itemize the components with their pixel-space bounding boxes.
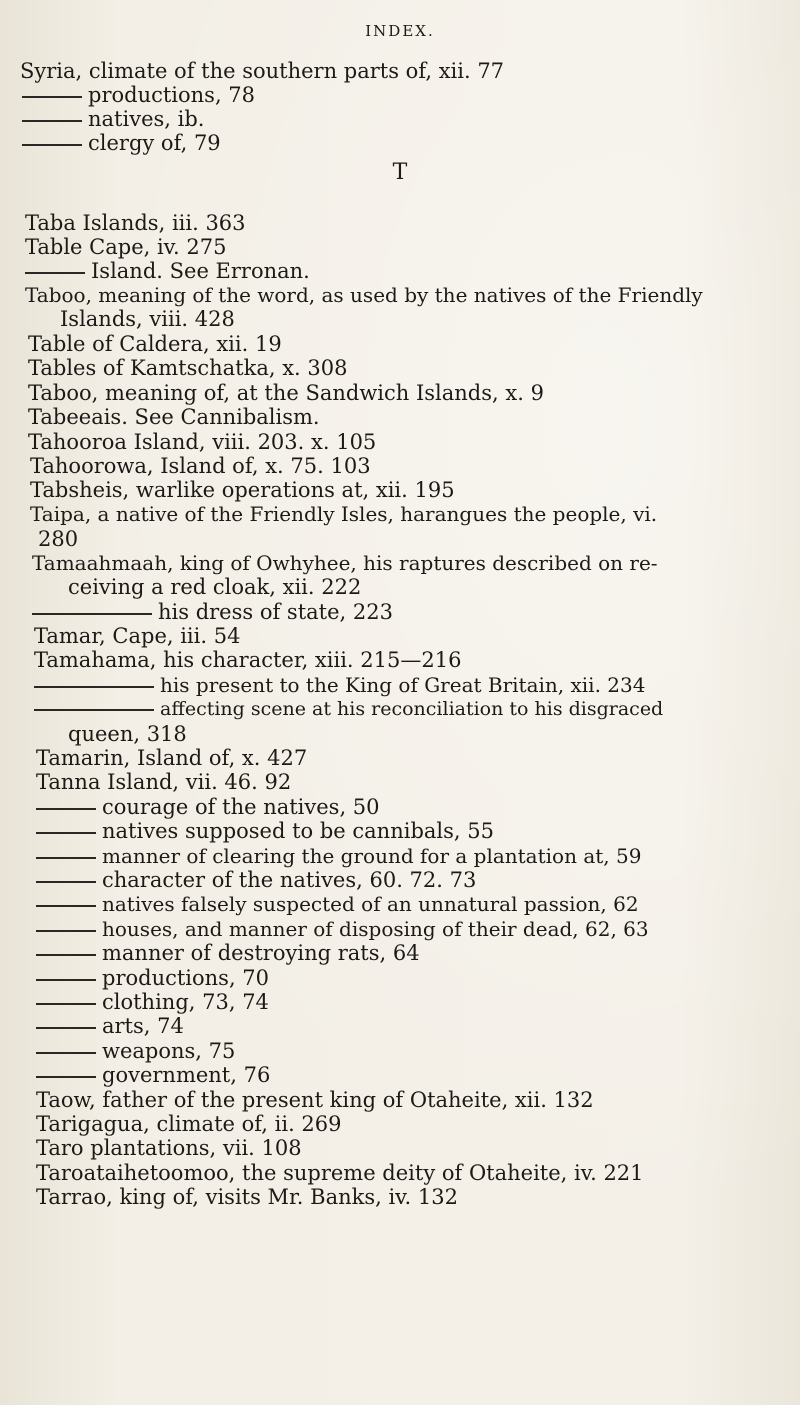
ditto-dash [34, 709, 154, 711]
index-entry-continuation: 280 [38, 527, 79, 551]
index-subentry: clothing, 73, 74 [36, 989, 269, 1015]
index-subentry: natives, ib. [22, 106, 204, 132]
index-subentry: weapons, 75 [36, 1038, 235, 1064]
index-entry: Table Cape, iv. 275 [25, 235, 227, 259]
index-entry: Tabsheis, warlike operations at, xii. 195 [30, 478, 455, 502]
index-entry: Tamaahmaah, king of Owhyhee, his raptures described on re- [32, 551, 658, 575]
index-entry: Taow, father of the present king of Otaheite, xii. 132 [36, 1088, 594, 1112]
ditto-dash [25, 272, 85, 274]
ditto-dash [36, 979, 96, 981]
index-subentry: government, 76 [36, 1062, 270, 1088]
index-subentry: natives falsely suspected of an unnatural passion, 62 [36, 891, 639, 917]
ditto-dash [36, 832, 96, 834]
index-entry: Taboo, meaning of the word, as used by the natives of the Friendly [25, 283, 703, 307]
index-subentry: productions, 78 [22, 82, 255, 108]
ditto-dash [36, 881, 96, 883]
ditto-dash [34, 686, 154, 688]
index-entry: Tamar, Cape, iii. 54 [34, 624, 241, 648]
ditto-dash [36, 1076, 96, 1078]
ditto-dash [36, 808, 96, 810]
index-subentry: manner of clearing the ground for a plantation at, 59 [36, 843, 641, 869]
ditto-dash [22, 120, 82, 122]
section-letter: T [392, 160, 408, 185]
index-subentry: manner of destroying rats, 64 [36, 940, 420, 966]
index-subentry: Island. See Erronan. [25, 258, 310, 284]
index-subentry: houses, and manner of disposing of their dead, 62, 63 [36, 916, 649, 942]
index-subentry: clergy of, 79 [22, 130, 221, 156]
ditto-dash [36, 857, 96, 859]
index-entry-continuation: Islands, viii. 428 [60, 307, 235, 331]
index-entry: Syria, climate of the southern parts of, xii. 77 [20, 59, 505, 83]
index-subentry: character of the natives, 60. 72. 73 [36, 867, 476, 893]
index-subentry: courage of the natives, 50 [36, 794, 380, 820]
index-entry: Tanna Island, vii. 46. 92 [36, 770, 292, 794]
ditto-dash [36, 1052, 96, 1054]
index-entry: Tahoorowa, Island of, x. 75. 103 [30, 454, 371, 478]
index-entry: Tahooroa Island, viii. 203. x. 105 [28, 430, 377, 454]
index-subentry: natives supposed to be cannibals, 55 [36, 818, 494, 844]
index-entry: Tabeeais. See Cannibalism. [28, 405, 320, 429]
ditto-dash [22, 144, 82, 146]
page-header: INDEX. [365, 22, 435, 40]
index-entry: Taipa, a native of the Friendly Isles, harangues the people, vi. [30, 502, 658, 526]
ditto-dash [36, 905, 96, 907]
ditto-dash [32, 613, 152, 615]
ditto-dash [22, 96, 82, 98]
index-subentry: affecting scene at his reconciliation to his disgraced [34, 696, 663, 722]
index-subentry: his dress of state, 223 [32, 599, 393, 625]
index-entry: Tables of Kamtschatka, x. 308 [28, 356, 348, 380]
index-entry: Taro plantations, vii. 108 [36, 1136, 302, 1160]
ditto-dash [36, 954, 96, 956]
index-entry: Tamahama, his character, xiii. 215—216 [34, 648, 462, 672]
index-entry: Taboo, meaning of, at the Sandwich Islands, x. 9 [28, 381, 544, 405]
index-subentry: productions, 70 [36, 965, 269, 991]
ditto-dash [36, 930, 96, 932]
ditto-dash [36, 1003, 96, 1005]
index-entry: Tarigagua, climate of, ii. 269 [36, 1112, 342, 1136]
index-subentry: arts, 74 [36, 1013, 184, 1039]
ditto-dash [36, 1027, 96, 1029]
index-entry: Tamarin, Island of, x. 427 [36, 746, 308, 770]
index-subentry: his present to the King of Great Britain, xii. 234 [34, 672, 645, 698]
index-entry: Table of Caldera, xii. 19 [28, 332, 282, 356]
index-entry: Taba Islands, iii. 363 [25, 211, 246, 235]
index-entry-continuation: ceiving a red cloak, xii. 222 [68, 575, 362, 599]
index-entry: Taroataihetoomoo, the supreme deity of Otaheite, iv. 221 [36, 1161, 644, 1185]
index-entry: Tarrao, king of, visits Mr. Banks, iv. 132 [36, 1185, 458, 1209]
index-entry-continuation: queen, 318 [68, 722, 187, 746]
